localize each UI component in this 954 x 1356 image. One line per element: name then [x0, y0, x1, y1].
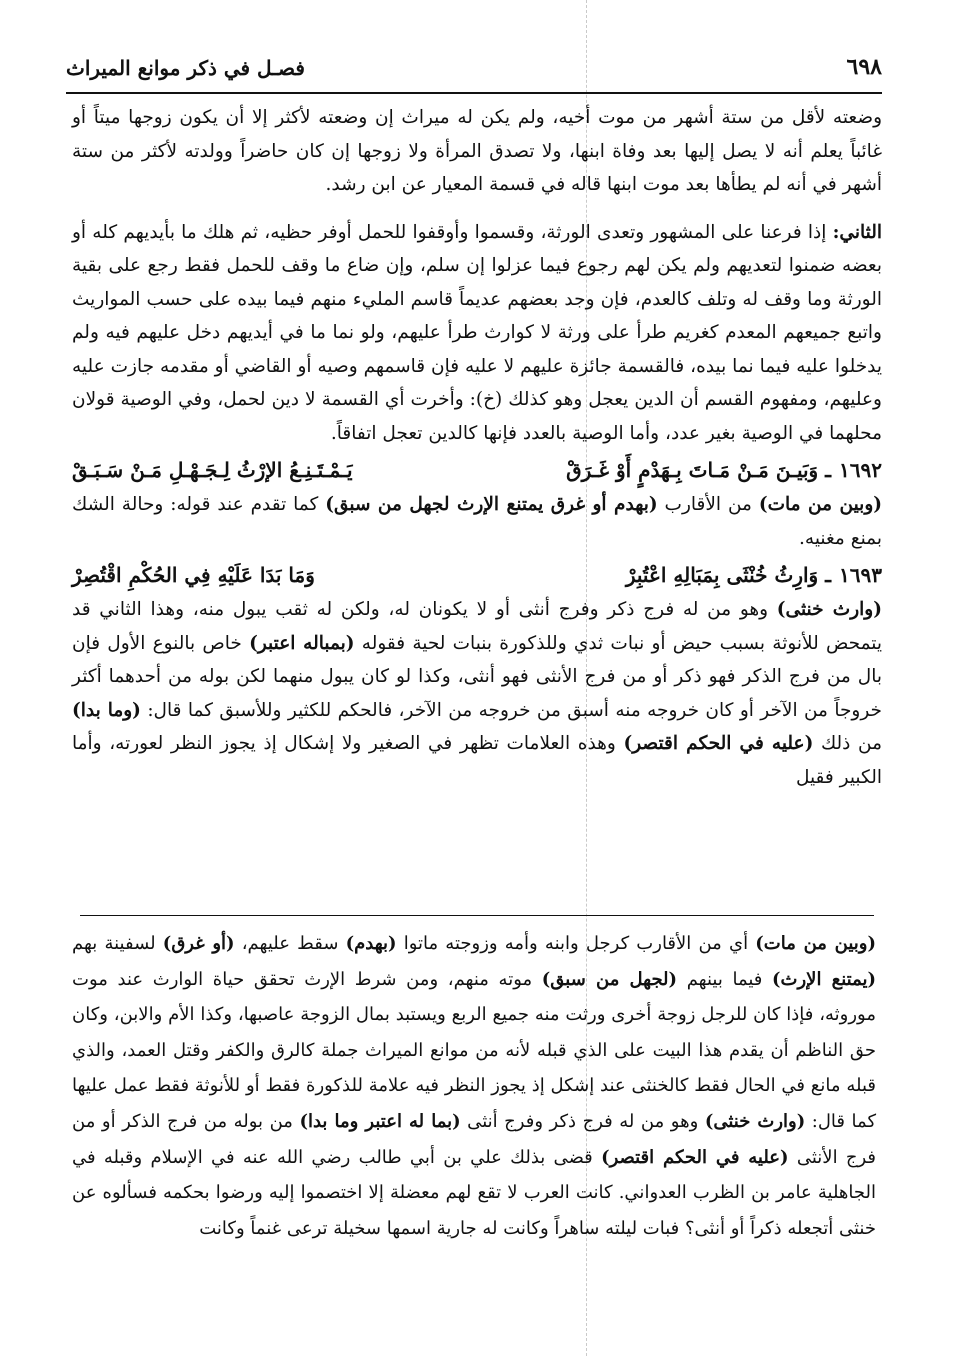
paragraph-3: (وبين من مات) من الأقارب (بهدم أو غرق يمتنع الإرث لجهل من سبق) كما تقدم عند قوله: وحالة الشك بمنع مغنيه. [72, 494, 883, 549]
paragraph-2 [72, 216, 882, 451]
paragraph-1: وضعته لأقل من ستة أشهر من موت أخيه، ولم يكن له ميراث إن وضعته لأكثر إلا أن يكون زوجها ميتاً أو غائباً يعلم أنه لا يصل إليها بعد وفاة ابنها، ولا تصدق المرأة ولا زوجها إن كان حاضراً وولدته لأكثر من ستة أشهر في أنه لم يطأها بعد موت ابنها قاله في قسمة المعيار عن ابن رشد. [72, 107, 882, 195]
verse-number: ١٦٩٣ [839, 563, 882, 587]
verse-1693-second-hemistich: وَمَا بَدَا عَلَيْهِ فِي الحُكْمِ اقْتُصِرْ [72, 563, 315, 587]
commentary-paragraph: (وبين من مات) أي من الأقارب كرجل وابنه وأمه وزوجته ماتوا (بهدم) سقط عليهم، (أو غرق) لسفينة بهم (يمتنع الإرث) فيما بينهم (لجهل من سبق) موته منهم، ومن شرط الإرث تحقق حياة الوارث عند موت موروثه، فإذا كان للرجل زوجة أخرى ورثت منه جميع الربع ويستبد بمال الزوجة عاصبها، وكذا الأم والابن، وكان حق الناظم أن يقدم هذا البيت على الذي قبله لأنه من موانع الميراث جملة كالرق والكفر وقتل العمد، والذي قبله مانع في الحال فقط كالخنثى عند إشكل إذ يجوز النظر فيه علامة للذكورة فقط أو للأنوثة فقط عمل عليها كما قال: (وارث خنثى) وهو من له فرج ذكر وفرج أنثى (بما له اعتبر وما بدا) من بوله من فرج الذكر أو من فرج الأنثى (عليه في الحكم اقتصر) قضى بذلك علي بن أبي طالب رضي الله عنه في الإسلام وقبله في الجاهلية عامر بن الظرب العدواني. كانت العرب لا تقع لهم معضلة إلا اختصموا إليه ورضوا بحكمه فسألوه عن خنثى أتجعله ذكراً أو أنثى؟ فبات ليلته ساهراً وكانت له جارية اسمها سخيلة ترعى غنماً وكانت [72, 933, 877, 1239]
header-rule [66, 92, 882, 94]
page-header [66, 50, 882, 90]
verse-number: ١٦٩٢ [839, 458, 882, 482]
paragraph-2-lead: الثاني: [832, 221, 882, 243]
running-title: فصـل في ذكر موانع الميراث [66, 56, 305, 80]
paragraph-2-text: إذا فرعنا على المشهور وتعدى الورثة، وقسموا وأوقفوا للحمل أوفر حظيه، ثم هلك ما بأيديهم كله أو بعضه ضمنوا لتعديهم ولم يكن لهم رجوع فيما عزلوا إن سلم، وإن ضاع ما وقف للحمل فقط رجع على بقية الورثة وما وقف له وتلف كالعدم، فإن وجد بعضهم عديماً قاسم المليء منهم فيما بيده على حسب المواريث واتبع جميعهم المعدم كغريم طرأ على ورثة لا كوارث طرأ عليهم، ولو نما ما في أيديهم دخل عليهم فيه ولم يدخلوا عليه فيما نما بيده، فالقسمة جائزة عليهم لا عليه فإن قاسمهم وصيه أو القاضي أو مقدمه جازت عليه وعليهم، ومفهوم القسم أن الدين يعجل وهو كذلك (خ): وأخرت أي القسمة لا دين لحمل، وفي الوصية قولان محلهما في الوصية بغير عدد، وأما الوصية بالعدد فإنها كالدين تعجل اتفاقاً. [72, 221, 882, 444]
footnote-commentary [72, 926, 876, 1246]
verse-1693-first-hemistich: ١٦٩٣ـ وَارِثُ خُنْثَى بِمَبَالِهِ اعْتُبِرْ [625, 563, 882, 587]
verse-1692 [72, 452, 882, 488]
verse-1692-first-hemistich: ١٦٩٢ـ وَبَيـنَ مَـنْ مَـاتَ بِـهَدْمٍ أَوْ غَـرَقْ [566, 458, 882, 482]
verse-1693 [72, 557, 882, 593]
paragraph-4: (وارث خنثى) وهو من له فرج ذكر وفرج أنثى أو لا يكونان له، ولكن له ثقب يبول منه، وهذا الثاني قد يتمحض للأنوثة بسبب حيض أو نبات ثدي وللذكورة بنبات لحية فقوله (بمباله اعتبر) خاص بالنوع الأول فإن بال من فرج الذكر فهو ذكر أو من فرج الأنثى فهو أنثى، وكذا لو كان يبول منهما لكن بوله من أحدهما أكثر خروجاً من الآخر أو كان خروجه منه أسبق من خروجه من الآخر، فالحكم للكثير وللأسبق كما قال: (وما بدا) من ذلك (عليه في الحكم اقتصر) وهذه العلامات تظهر في الصغير ولا إشكال إذ يجوز النظر لعورته، وأما الكبير فقيل [72, 599, 882, 788]
page-number: ٦٩٨ [846, 54, 882, 80]
verse-1692-second-hemistich: يَـمْـتَـنِـعُ الإرْثُ لِـجَـهْـلِ مَـنْ سَـبَـقْ [72, 458, 353, 482]
footnote-separator [80, 915, 874, 916]
main-text [72, 101, 882, 794]
